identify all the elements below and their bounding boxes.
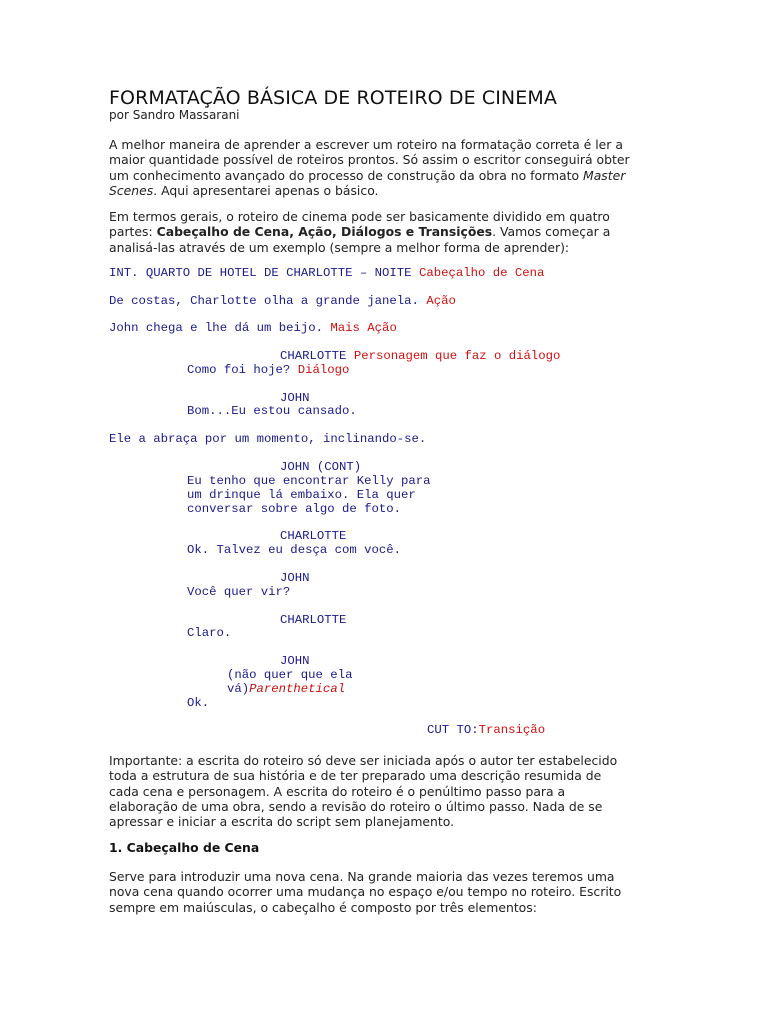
annotation: Cabeçalho de Cena [418,266,545,280]
text-line: partes: Cabeçalho de Cena, Ação, Diálogos e Transições. Vamos começar a [109,224,611,240]
important-paragraph [109,753,669,829]
annotation: Ação [426,294,456,308]
text-line: Importante: a escrita do roteiro só deve ser iniciada após o autor ter estabelecido [109,753,618,768]
character-line: CHARLOTTE Personagem que faz o diálogo [280,349,561,363]
text-line: Scenes. Aqui apresentarei apenas o básico. [109,182,379,198]
scene-heading-line: INT. QUARTO DE HOTEL DE CHARLOTTE – NOITE Cabeçalho de Cena [109,266,545,280]
bold-parts-list: Cabeçalho de Cena, Ação, Diálogos e Transições [156,224,493,240]
character-line: CHARLOTTE [280,613,347,627]
dialogue-line: Ok. [187,696,210,710]
dialogue-line: um drinque lá embaixo. Ela quer [187,488,416,502]
annotation: Mais Ação [330,321,397,335]
dialogue-line: Como foi hoje? Diálogo [187,363,350,377]
dialogue-line: Ok. Talvez eu desça com você. [187,543,402,557]
parenthetical-line: vá)Parenthetical [227,682,346,696]
dialogue-line: conversar sobre algo de foto. [187,502,402,516]
section-heading: 1. Cabeçalho de Cena [109,840,260,855]
text-line: toda a estrutura de sua história e de ter preparado uma descrição resumida de [109,768,602,784]
italic-term: Master [583,167,626,183]
transition-line: CUT TO:Transição [427,723,546,737]
text-line: cada cena e personagem. A escrita do roteiro é o penúltimo passo para a [109,783,566,799]
text-line: Em termos gerais, o roteiro de cinema pode ser basicamente dividido em quatro [109,209,610,224]
text-line: elaboração de uma obra, sendo a revisão do roteiro o último passo. Nada de se [109,798,603,814]
character-line: JOHN (CONT) [280,460,362,474]
annotation: Transição [478,723,546,737]
action-line: De costas, Charlotte olha a grande janela. Ação [109,294,456,308]
dialogue-line: Claro. [187,626,232,640]
action-line: Ele a abraça por um momento, inclinando-se. [109,432,427,446]
action-line: John chega e lhe dá um beijo. Mais Ação [109,321,397,335]
text-line: um conhecimento avançado do processo de construção da obra no formato Master [109,167,626,183]
dialogue-line: Bom...Eu estou cansado. [187,404,357,418]
text-line: maior quantidade possível de roteiros prontos. Só assim o escritor conseguirá obter [109,152,630,168]
annotation: Parenthetical [249,682,346,696]
text-line: sempre em maiúsculas, o cabeçalho é composto por três elementos: [109,899,537,915]
section-paragraph [109,869,669,915]
annotation: Personagem que faz o diálogo [353,349,561,363]
parts-paragraph [109,209,669,255]
character-line: JOHN [280,391,310,405]
author-byline: por Sandro Massarani [109,108,240,122]
text-line: analisá-las através de um exemplo (sempre a melhor forma de aprender): [109,239,570,255]
document-title: FORMATAÇÃO BÁSICA DE ROTEIRO DE CINEMA [109,87,557,109]
text-line: nova cena quando ocorrer uma mudança no espaço e/ou tempo no roteiro. Escrito [109,884,622,900]
dialogue-line: Você quer vir? [187,585,291,599]
parenthetical-line: (não quer que ela [227,668,353,682]
character-line: JOHN [280,571,310,585]
character-line: JOHN [280,654,310,668]
character-line: CHARLOTTE [280,529,347,543]
text-line: A melhor maneira de aprender a escrever um roteiro na formatação correta é ler a [109,137,623,152]
text-line: apressar e iniciar a escrita do script sem planejamento. [109,814,455,830]
dialogue-line: Eu tenho que encontrar Kelly para [187,474,431,488]
italic-term: Scenes [109,182,154,198]
intro-paragraph [109,137,669,198]
text-line: Serve para introduzir uma nova cena. Na grande maioria das vezes teremos uma [109,869,615,884]
annotation: Diálogo [297,363,350,377]
